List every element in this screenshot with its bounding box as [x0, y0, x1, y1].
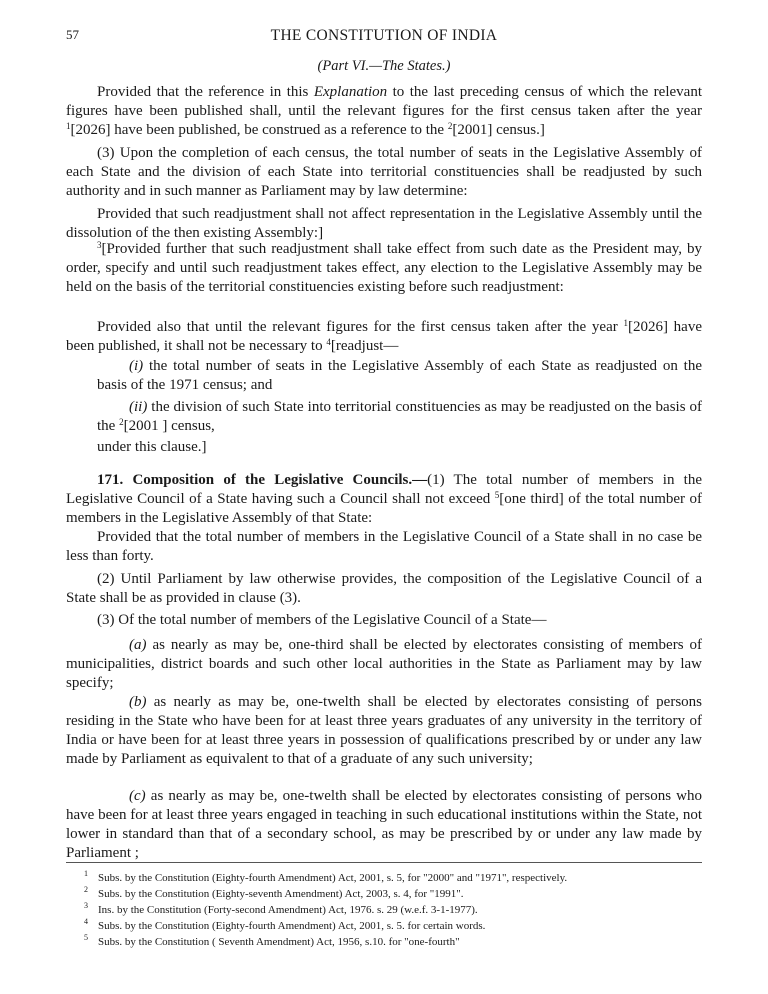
paragraph-explanation-proviso: Provided that the reference in this Explanation to the last preceding census of which the relevant figures have been published shall, until the relevant figures for the first census taken after the year $^1$[2026] have been published, be construed as a reference to the $^2$[2001] census.] — [66, 84, 702, 138]
footnote-divider — [66, 862, 702, 863]
clause-c: (c) as nearly as may be, one-twelth shall be elected by electorates consisting of persons who have been for at least three years engaged in teaching in such educational institutions within the State, not lower in standard than that of a secondary school, as may be prescribed by or under any law made by Parliament ; — [66, 788, 702, 861]
part-heading: (Part VI.—The States.) — [317, 58, 451, 74]
sub-clause-i: (i) the total number of seats in the Legislative Assembly of each State as readjusted on the basis of the 1971 census; and — [97, 358, 702, 393]
page-number: 57 — [66, 27, 79, 42]
sub-clause-ii: (ii) the division of such State into territorial constituencies as may be readjusted on the basis of the $^2$[2001 ] census, — [97, 399, 702, 434]
paragraph-clause-3: (3) Of the total number of members of the Legislative Council of a State— — [97, 612, 547, 628]
clause-b: (b) as nearly as may be, one-twelth shall be elected by electorates consisting of persons residing in the State who have been for at least three years graduates of any university in the territory of India or have been for at least three years in possession of qualifications prescribed by or under any law made by Parliament as equivalent to that of a graduate of any such university; — [66, 694, 702, 767]
paragraph-clause-2: (2) Until Parliament by law otherwise provides, the composition of the Legislative Council of a State shall be as provided in clause (3). — [66, 571, 702, 606]
paragraph-proviso-further: $^3$[Provided further that such readjustment shall take effect from such date as the President may, by order, specify and until such readjustment takes effect, any election to the Legislative Assembly may be held on the basis of the territorial constituencies existing before such readjustment: — [66, 240, 702, 295]
paragraph-under-this-clause: under this clause.] — [97, 439, 207, 455]
section-171: 171. Composition of the Legislative Councils.—(1) The total number of members in the Legislative Council of a State having such a Council shall not exceed $^5$[one third] of the total number of members in the Legislative Assembly of that State: — [66, 472, 702, 526]
section-171-heading: 171. Composition of the Legislative Councils.— — [97, 472, 428, 488]
paragraph-proviso-forty: Provided that the total number of members in the Legislative Council of a State shall in no case be less than forty. — [66, 529, 702, 564]
document-page: 57 THE CONSTITUTION OF INDIA (Part VI.—The States.) Provided that the reference in this Explanation to the last preceding census of which the relevant figures have been published shall, until the relevant figures for the first census taken after the year $^1$[2026] have been published, be construed as a reference to the $^2$[2001] census.] (3) Upon the completion of each census, the total number of seats in the Legislative Assembly of each State and the division of each State into territorial constituencies shall be readjusted by such authority and in such manner as Parliament may by law determine: Provided that such readjustment shall not affect representation in the Legislative Assembly until the dissolution of the then existing Assembly:] $^3$[Provided further that such readjustment shall take effect from such date as the President may, by order, specify and until such readjustment takes effect, any election to the Legislative Assembly may be held on the basis of the territorial constituencies existing before such readjustment: Provided also that until the relevant figures for the first census taken after the year $^1$[2026] have been published, it shall not be necessary to $^4$[readjust— (i) the total number of seats in the Legislative Assembly of each State as readjusted on the basis of the 1971 census; and (ii) the division of such State into territorial constituencies as may be readjusted on the basis of the $^2$[2001 ] census, under this clause.] 171. Composition of the Legislative Councils.—(1) The total number of members in the Legislative Council of a State having such a Council shall not exceed $^5$[one third] of the total number of members in the Legislative Assembly of that State: Provided that the total number of members in the Legislative Council of a State shall in no case be less than forty. (2) Until Parliament by law otherwise provides, the composition of the Legislative Council of a State shall be as provided in clause (3). (3) Of the total number of members of the Legislative Council of a State— (a) as nearly as may be, one-third shall be elected by electorates consisting of members of municipalities, district boards and such other local authorities in the State as Parliament may by law specify; (b) as nearly as may be, one-twelth shall be elected by electorates consisting of persons residing in the State who have been for at least three years graduates of any university in the territory of India or have been for at least three years in possession of qualifications prescribed by or under any law made by Parliament as equivalent to that of a graduate of any such university; (c) as nearly as may be, one-twelth shall be elected by electorates consisting of persons who have been for at least three years engaged in teaching in such educational institutions within the State, not lower in standard than that of a secondary school, as may be prescribed by or under any law made by Parliament ; 1 Subs. by the Constitution (Eighty-fourth Amendment) Act, 2001, s. 5, for "2000" and "1971", respectively. 2 Subs. by the Constitution (Eighty-seventh Amendment) Act, 2003, s. 4, for "1991". 3 Ins. by the Constitution (Forty-second Amendment) Act, 1976. s. 29 (w.e.f. 3-1-1977). 4 Subs. by the Constitution (Eighty-fourth Amendment) Act, 2001, s. 5. for certain words. 5 Subs. by the Constitution ( Seventh Amendment) Act, 1956, s.10. for "one-fourth" — [0, 0, 768, 994]
page-header — [66, 27, 702, 47]
paragraph-proviso-representation: Provided that such readjustment shall not affect representation in the Legislative Assembly until the dissolution of the then existing Assembly:] — [66, 206, 702, 241]
paragraph-clause-3-readjustment: (3) Upon the completion of each census, the total number of seats in the Legislative Assembly of each State and the division of each State into territorial constituencies shall be readjusted by such authority and in such manner as Parliament may by law determine: — [66, 145, 702, 199]
page-title: THE CONSTITUTION OF INDIA — [270, 27, 498, 44]
paragraph-proviso-also: Provided also that until the relevant figures for the first census taken after the year $^1$[2026] have been published, it shall not be necessary to $^4$[readjust— — [66, 318, 702, 354]
clause-a: (a) as nearly as may be, one-third shall be elected by electorates consisting of members of municipalities, district boards and such other local authorities in the State as Parliament may by law specify; — [66, 637, 702, 691]
